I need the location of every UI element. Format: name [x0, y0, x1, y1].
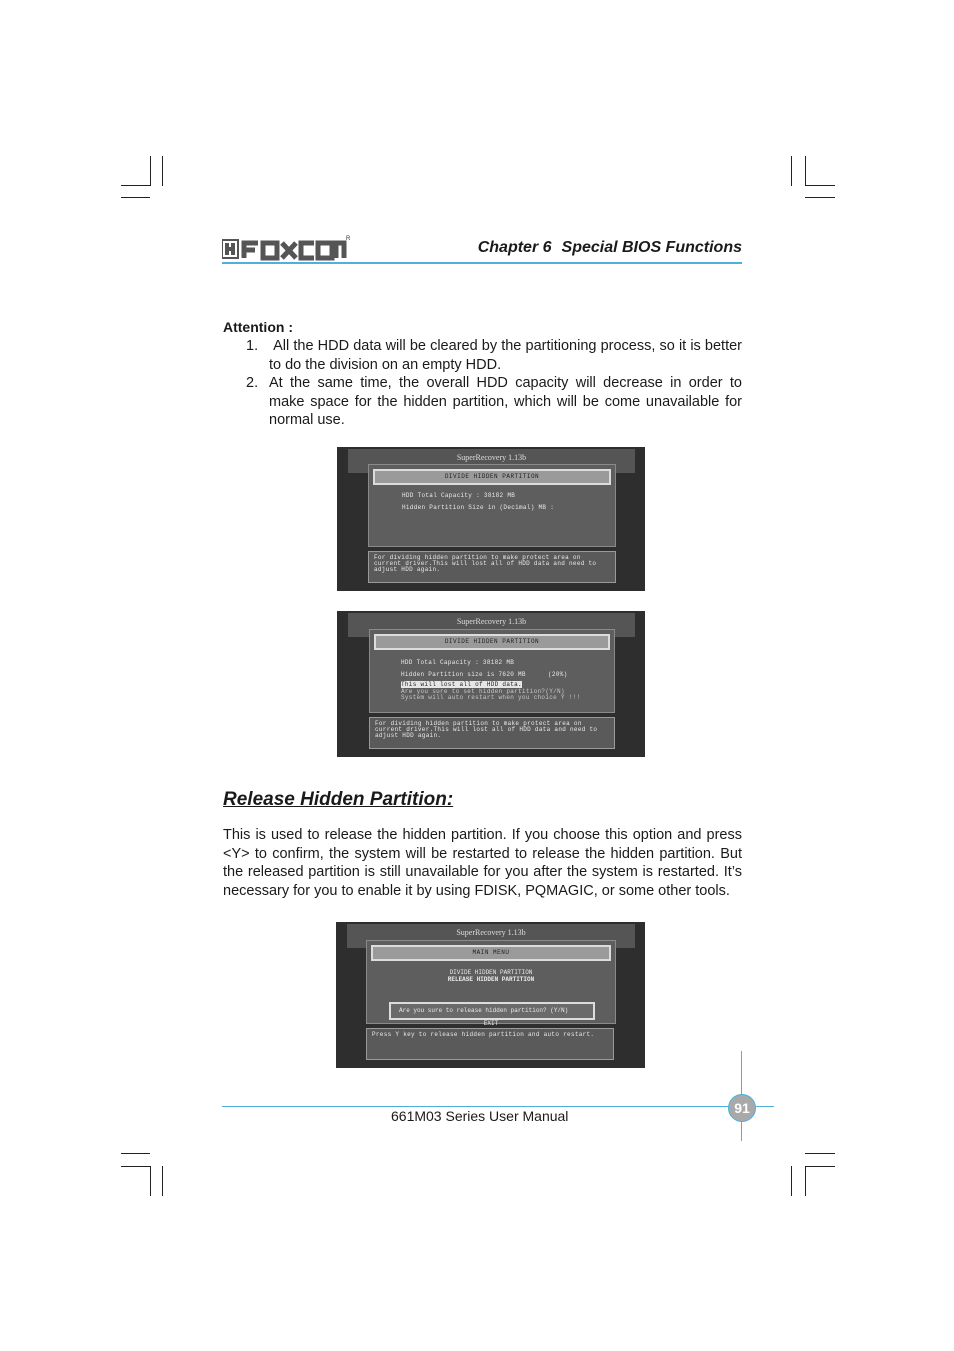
screen-title: SuperRecovery 1.13b	[348, 613, 635, 637]
screen-title: SuperRecovery 1.13b	[347, 924, 635, 948]
info-line: current driver.This will lost all of HDD data and need to	[375, 726, 598, 733]
info-line: adjust HDD again.	[374, 566, 441, 573]
chapter-heading	[478, 239, 742, 257]
list-number: 2.	[246, 375, 259, 391]
crop-mark	[162, 156, 163, 186]
list-number: 1.	[246, 338, 259, 354]
crop-mark	[791, 156, 792, 186]
crop-mark	[805, 156, 806, 186]
crop-mark	[805, 1166, 806, 1196]
bios-screenshot-divide-confirm	[337, 611, 645, 757]
crop-mark	[150, 1166, 151, 1196]
screen-main-panel	[368, 464, 616, 547]
crop-mark	[121, 1153, 150, 1154]
chapter-title: Special BIOS Functions	[561, 239, 742, 256]
screen-line-highlight: This will lost all of HDD data.	[401, 681, 522, 688]
screen-info-box	[368, 551, 616, 583]
screen-line: Hidden Partition size is 7620 MB	[401, 671, 526, 678]
screen-line: HDD Total Capacity : 38182 MB	[402, 492, 516, 499]
info-line: For dividing hidden partition to make protect area on	[374, 554, 581, 561]
info-line: adjust HDD again.	[375, 732, 442, 739]
foxconn-logo-icon	[222, 234, 352, 262]
menu-item: EXIT	[483, 1020, 499, 1027]
screen-header: DIVIDE HIDDEN PARTITION	[374, 634, 610, 650]
svg-text:R: R	[346, 236, 351, 242]
crop-mark	[805, 1166, 835, 1167]
crop-mark	[121, 185, 150, 186]
page-number: 91	[728, 1094, 756, 1122]
section-heading: Release Hidden Partition:	[223, 789, 454, 810]
list-text: All the HDD data will be cleared by the partitioning process, so it is better to do the division on an empty HDD.	[269, 338, 747, 373]
crop-mark	[805, 197, 835, 198]
info-line: For dividing hidden partition to make protect area on	[375, 720, 582, 727]
bios-screenshot-release	[336, 922, 645, 1068]
screen-main-panel	[369, 629, 615, 713]
chapter-label: Chapter 6	[477, 239, 552, 256]
crop-mark	[150, 156, 151, 186]
crop-mark	[805, 185, 835, 186]
bios-screenshot-divide	[337, 447, 645, 591]
crop-mark	[805, 1153, 835, 1154]
crop-mark	[162, 1166, 163, 1196]
info-line: Press Y key to release hidden partition and auto restart.	[372, 1031, 595, 1038]
list-item	[246, 374, 742, 430]
screen-line: System will auto restart when you choice Y !!!	[401, 694, 581, 701]
manual-title: 661M03 Series User Manual	[391, 1108, 569, 1124]
menu-item: DIVIDE HIDDEN PARTITION	[449, 969, 533, 976]
footer-rule	[222, 1106, 774, 1107]
screen-info-box	[366, 1028, 614, 1060]
screen-title: SuperRecovery 1.13b	[348, 449, 635, 473]
crop-mark	[121, 1166, 150, 1167]
screen-header: MAIN MENU	[371, 945, 611, 961]
crop-mark	[791, 1166, 792, 1196]
screen-header: DIVIDE HIDDEN PARTITION	[373, 469, 611, 485]
info-line: current driver.This will lost all of HDD data and need to	[374, 560, 597, 567]
attention-list	[246, 337, 747, 430]
screen-info-box	[369, 717, 615, 749]
release-paragraph: This is used to release the hidden partition. If you choose this option and press <Y> to confirm, the system will be restarted to release the hidden partition. But the released partition is still unavailable for you after the system is restarted. It’s necessary for you to enable it by using FDISK, PQMAGIC, or some other tools.	[223, 827, 742, 899]
screen-line: (20%)	[548, 671, 568, 678]
screen-line: HDD Total Capacity : 38182 MB	[401, 659, 515, 666]
list-text: At the same time, the overall HDD capacity will decrease in order to make space for the hidden partition, which will be come unavailable for normal use.	[269, 375, 742, 428]
screen-line: Are you sure to set hidden partition?(Y/N)	[401, 688, 565, 695]
attention-label: Attention :	[223, 319, 293, 335]
screen-line: Hidden Partition Size in (Decimal) MB :	[402, 504, 555, 511]
confirm-dialog: Are you sure to release hidden partition? (Y/N)	[389, 1002, 595, 1020]
screen-main-panel	[366, 940, 616, 1027]
header-rule	[222, 262, 742, 264]
list-item	[246, 337, 747, 374]
menu-item: RELEASE HIDDEN PARTITION	[447, 976, 535, 983]
crop-mark	[121, 197, 150, 198]
